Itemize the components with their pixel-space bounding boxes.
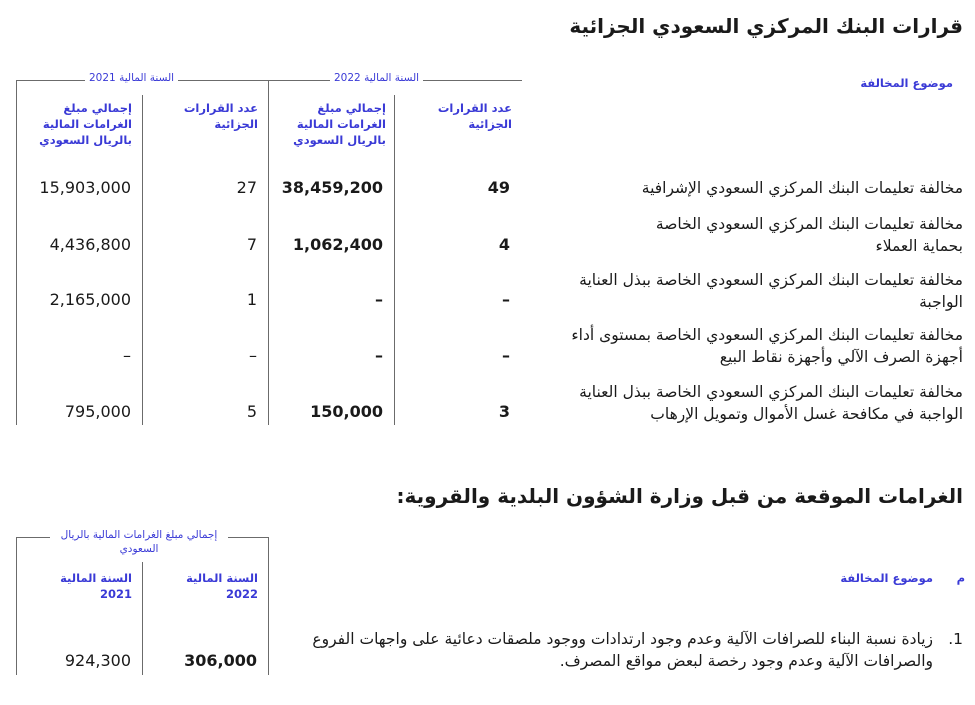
group-2021-label: السنة المالية 2021 [85, 72, 178, 84]
header-subject: موضوع المخالفة [840, 571, 933, 585]
row-subject: مخالفة تعليمات البنك المركزي السعودي الخاصة ببذل العناية الواجبة [579, 271, 963, 311]
col-separator [16, 537, 17, 675]
header-count-2022: عدد القرارات الجزائية [437, 101, 512, 131]
row-subject: مخالفة تعليمات البنك المركزي السعودي الإشرافية [641, 179, 963, 197]
row-subject: مخالفة تعليمات البنك المركزي السعودي الخاصة ببذل العناية الواجبة في مكافحة غسل الأموال وتمويل الإرهاب [579, 383, 963, 423]
row-total-2022: 150,000 [310, 402, 383, 421]
col-separator [16, 80, 17, 425]
header-num: م [956, 571, 965, 585]
row-count-2022: 4 [498, 235, 510, 254]
header-total-2021: إجمالي مبلغ الغرامات المالية بالريال السعودي [39, 101, 132, 147]
row-total-2022: 1,062,400 [292, 235, 383, 254]
group-label: إجمالي مبلغ الغرامات المالية بالريال السعودي [50, 528, 228, 556]
row-total-2021: 15,903,000 [39, 178, 131, 197]
col-separator [268, 537, 269, 675]
row-count-2021: 1 [246, 290, 257, 309]
col-separator [142, 95, 143, 425]
row-total-2021: 4,436,800 [49, 235, 131, 254]
col-separator [394, 95, 395, 425]
row-value-2022: 306,000 [184, 651, 257, 670]
row-total-2022: – [375, 290, 383, 309]
row-count-2021: 5 [246, 402, 257, 421]
row-count-2022: 3 [498, 402, 510, 421]
section2-title: الغرامات الموقعة من قبل وزارة الشؤون البلدية والقروية: [396, 484, 963, 508]
row-subject: مخالفة تعليمات البنك المركزي السعودي الخاصة بحماية العملاء [655, 215, 963, 255]
group-2022-label: السنة المالية 2022 [330, 72, 423, 84]
header-count-2021: عدد القرارات الجزائية [183, 101, 258, 131]
section1-title: قرارات البنك المركزي السعودي الجزائية [569, 14, 963, 38]
row-total-2022: 38,459,200 [281, 178, 383, 197]
row-count-2022: – [502, 346, 510, 365]
row-num: .1 [948, 630, 963, 648]
row-count-2022: – [502, 290, 510, 309]
row-total-2021: 2,165,000 [49, 290, 131, 309]
row-count-2021: 7 [246, 235, 257, 254]
row-subject: زيادة نسبة البناء للصرافات الآلية وعدم وجود ارتدادات ووجود ملصقات دعائية على واجهات الفروع والصرافات الآلية وعدم وجود رخصة لبعض مواقع المصرف. [312, 630, 933, 670]
row-count-2021: 27 [236, 178, 257, 197]
col-separator [268, 80, 269, 425]
header-subject: موضوع المخالفة [860, 76, 953, 90]
row-count-2022: 49 [487, 178, 510, 197]
header-total-2022: إجمالي مبلغ الغرامات المالية بالريال السعودي [293, 101, 386, 147]
header-2022: السنة المالية 2022 [186, 571, 258, 601]
row-subject: مخالفة تعليمات البنك المركزي السعودي الخاصة بمستوى أداء أجهزة الصرف الآلي وأجهزة نقاط البيع [571, 326, 963, 366]
row-total-2021: 795,000 [64, 402, 131, 421]
row-total-2022: – [375, 346, 383, 365]
row-count-2021: – [249, 346, 257, 365]
row-total-2021: – [123, 346, 131, 365]
header-2021: السنة المالية 2021 [60, 571, 132, 601]
row-value-2021: 924,300 [64, 651, 131, 670]
col-separator [142, 562, 143, 675]
